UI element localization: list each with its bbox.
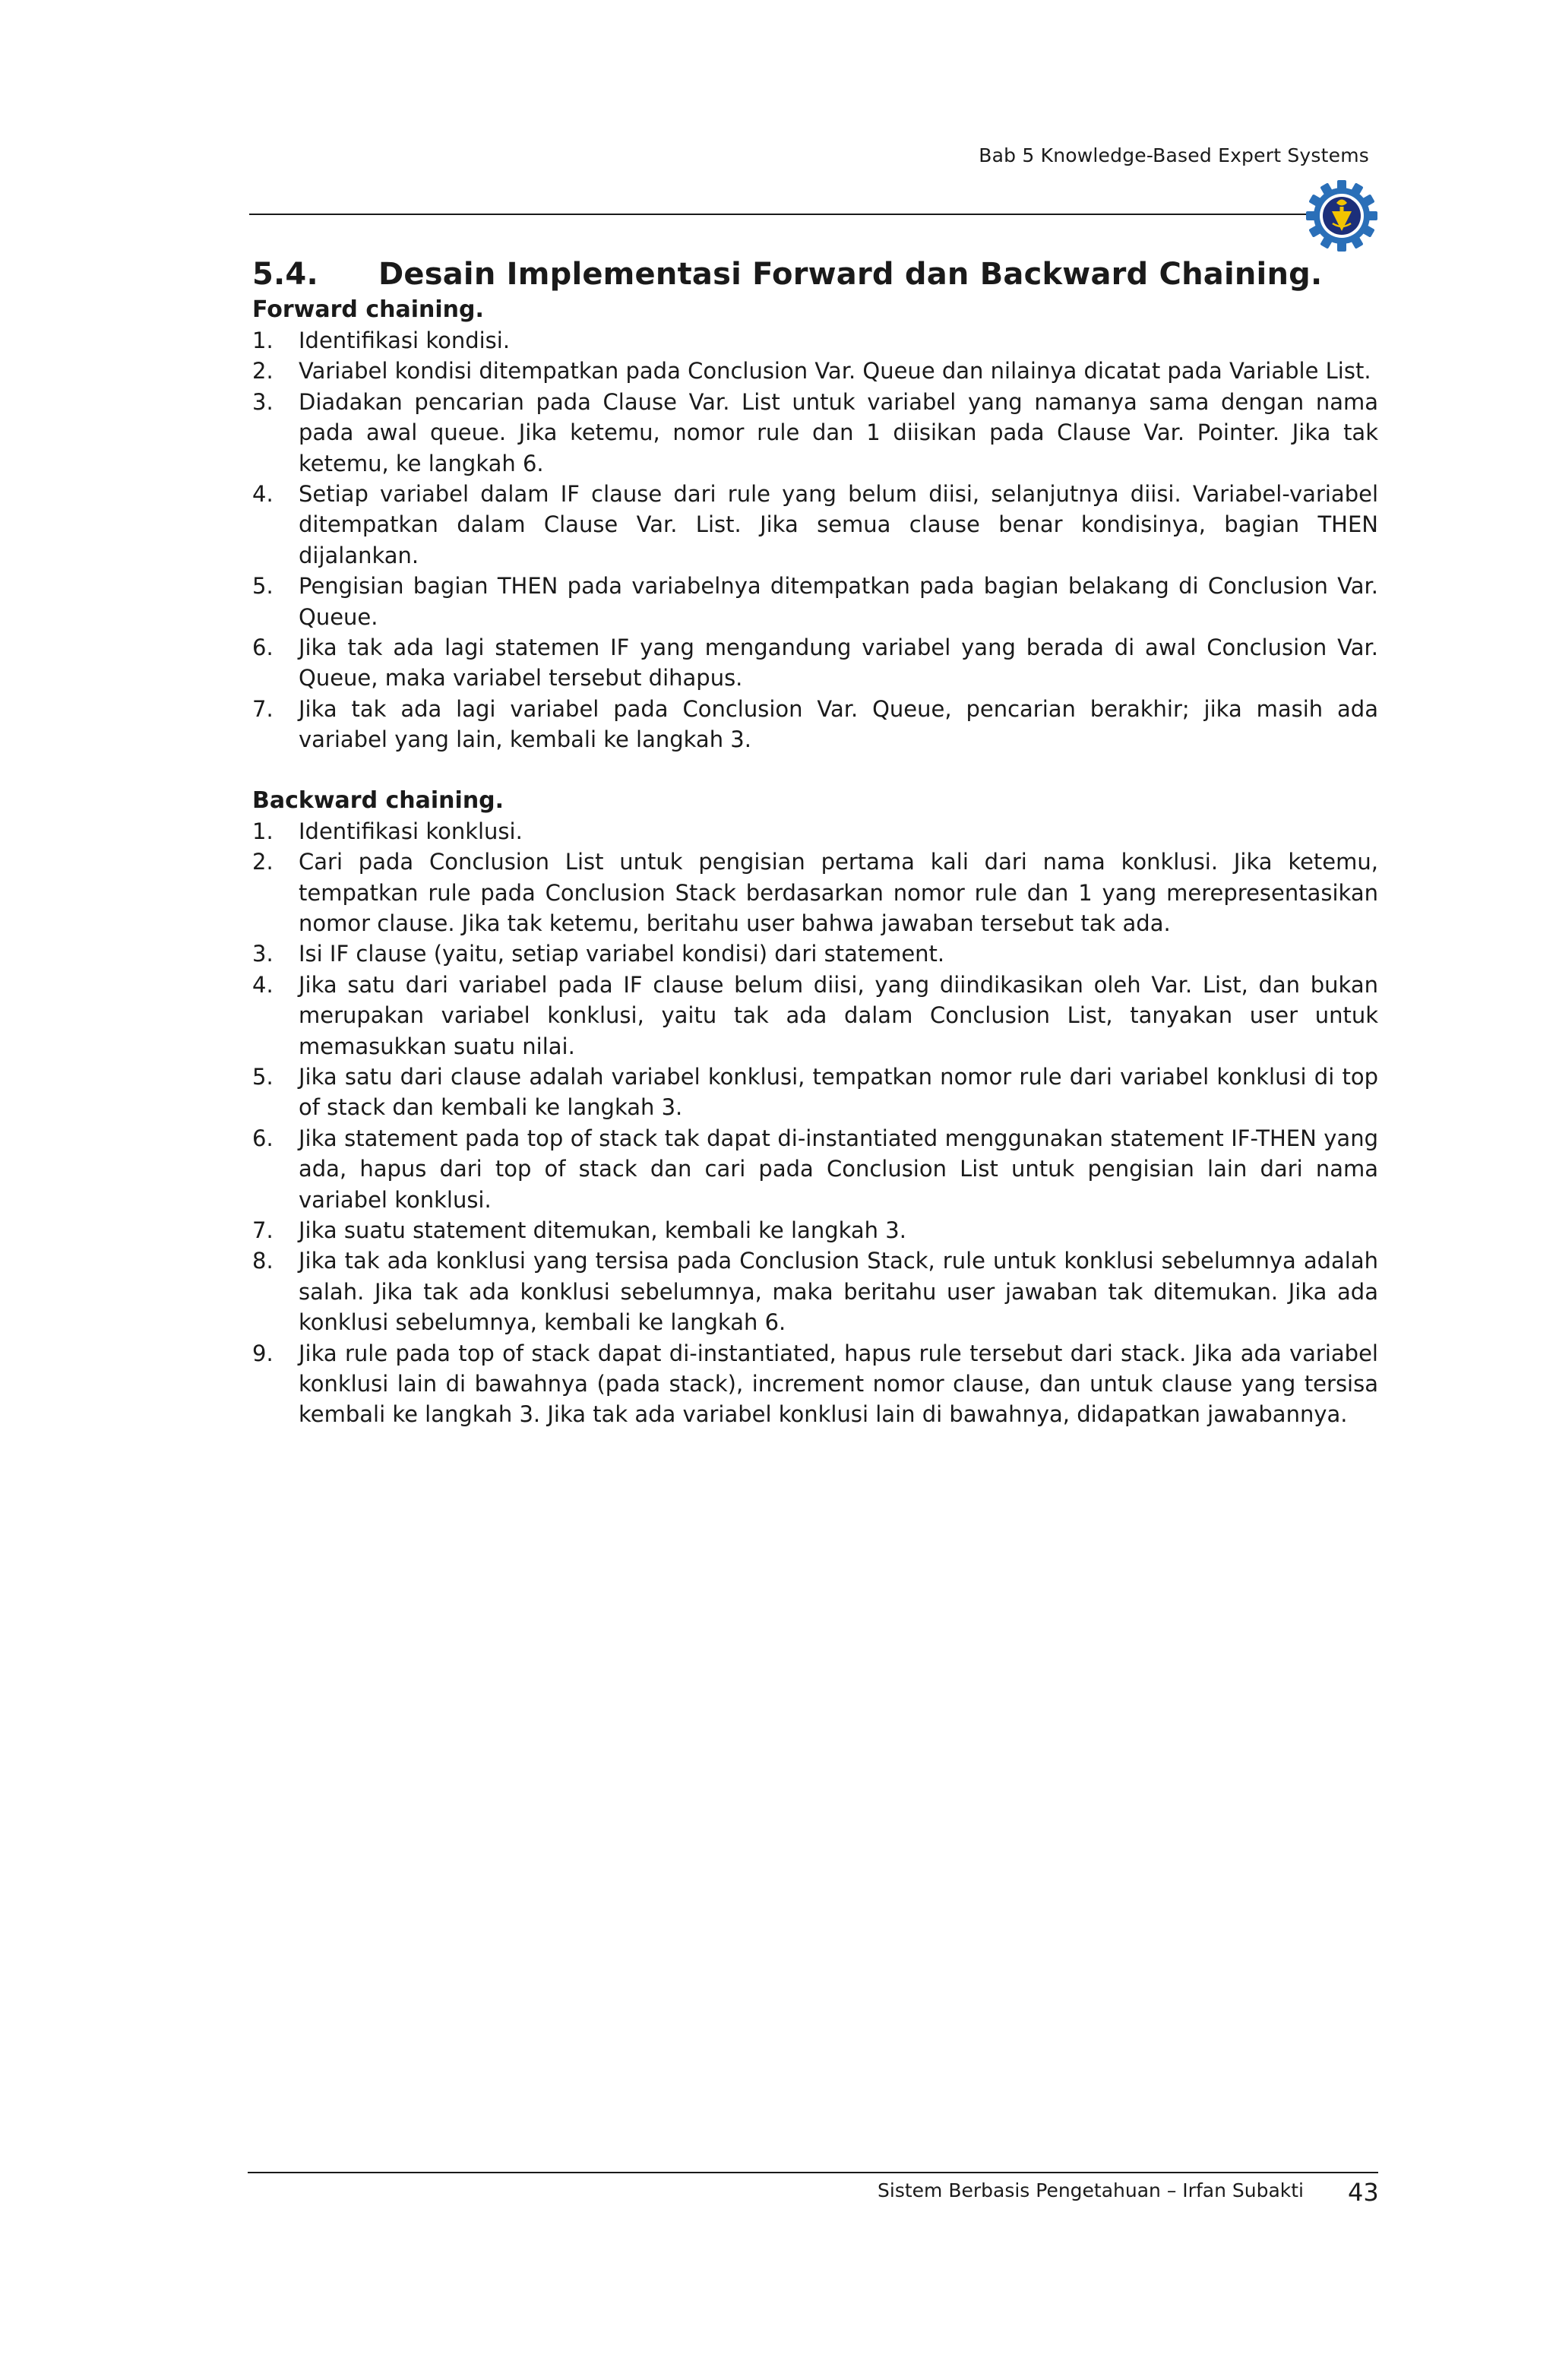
- section-number: 5.4.: [252, 257, 318, 292]
- step-text: Jika tak ada konklusi yang tersisa pada Conclusion Stack, rule untuk konklusi sebelumnya adalah salah. Jika tak ada konklusi sebelumnya, maka beritahu user jawaban tak ditemukan. Jika ada konklusi sebelumnya, kembali ke langkah 6.: [299, 1248, 1378, 1336]
- step-number: 2.: [252, 849, 274, 875]
- step-text: Jika satu dari clause adalah variabel konklusi, tempatkan nomor rule dari variabel konklusi di top of stack dan kembali ke langkah 3.: [299, 1063, 1378, 1121]
- list-item: [252, 325, 1378, 356]
- step-text: Cari pada Conclusion List untuk pengisian pertama kali dari nama konklusi. Jika ketemu, tempatkan rule pada Conclusion Stack berdasarkan nomor rule dan 1 yang merepresentasikan nomor clause. Jika tak ketemu, beritahu user bahwa jawaban tersebut tak ada.: [299, 849, 1378, 936]
- header-divider: [249, 214, 1310, 215]
- university-gear-emblem-icon: [1304, 178, 1380, 254]
- step-text: Setiap variabel dalam IF clause dari rule yang belum diisi, selanjutnya diisi. Variabel-variabel ditempatkan dalam Clause Var. List. Jika semua clause benar kondisinya, bagian THEN dijalankan.: [299, 481, 1378, 568]
- step-number: 5.: [252, 573, 274, 600]
- step-text: Jika satu dari variabel pada IF clause belum diisi, yang diindikasikan oleh Var. List, dan bukan merupakan variabel konklusi, yaitu tak ada dalam Conclusion List, tanyakan user untuk memasukkan suatu nilai.: [299, 971, 1378, 1059]
- list-item: [252, 694, 1378, 755]
- page-number: 43: [1348, 2178, 1379, 2207]
- list-item: [252, 571, 1378, 632]
- step-number: 7.: [252, 1217, 274, 1243]
- step-number: 4.: [252, 481, 274, 508]
- backward-chaining-steps: [252, 816, 1378, 1430]
- step-number: 9.: [252, 1340, 274, 1366]
- step-text: Jika tak ada lagi statemen IF yang mengandung variabel yang berada di awal Conclusion Var. Queue, maka variabel tersebut dihapus.: [299, 635, 1378, 692]
- step-text: Isi IF clause (yaitu, setiap variabel kondisi) dari statement.: [299, 941, 945, 967]
- backward-chaining-heading: Backward chaining.: [252, 786, 504, 814]
- list-item: [252, 632, 1378, 694]
- step-number: 1.: [252, 328, 274, 353]
- list-item: [252, 847, 1378, 938]
- forward-chaining-heading: Forward chaining.: [252, 296, 484, 323]
- section-title: [252, 254, 1378, 295]
- step-number: 3.: [252, 941, 274, 967]
- list-item: [252, 970, 1378, 1062]
- footer-text: Sistem Berbasis Pengetahuan – Irfan Subakti: [878, 2179, 1304, 2201]
- list-item: [252, 479, 1378, 571]
- step-number: 4.: [252, 971, 274, 998]
- step-text: Jika rule pada top of stack dapat di-instantiated, hapus rule tersebut dari stack. Jika ada variabel konklusi lain di bawahnya (pada stack), increment nomor clause, dan untuk clause yang tersisa kembali ke langkah 3. Jika tak ada variabel konklusi lain di bawahnya, didapatkan jawabannya.: [299, 1340, 1378, 1428]
- list-item: [252, 1123, 1378, 1215]
- list-item: [252, 1338, 1378, 1430]
- section-title-text: Desain Implementasi Forward dan Backward Chaining.: [378, 257, 1323, 292]
- step-text: Identifikasi kondisi.: [299, 328, 511, 353]
- list-item: [252, 938, 1378, 969]
- step-number: 8.: [252, 1248, 274, 1274]
- step-number: 1.: [252, 818, 274, 844]
- list-item: [252, 1245, 1378, 1337]
- step-number: 5.: [252, 1063, 274, 1090]
- list-item: [252, 387, 1378, 479]
- step-text: Jika statement pada top of stack tak dapat di-instantiated menggunakan statement IF-THEN yang ada, hapus dari top of stack dan cari pada Conclusion List untuk pengisian lain dari nama variabel konklusi.: [299, 1125, 1378, 1213]
- step-text: Jika suatu statement ditemukan, kembali ke langkah 3.: [299, 1217, 906, 1243]
- step-number: 7.: [252, 695, 274, 722]
- step-text: Identifikasi konklusi.: [299, 818, 523, 844]
- step-text: Diadakan pencarian pada Clause Var. List untuk variabel yang namanya sama dengan nama pada awal queue. Jika ketemu, nomor rule dan 1 diisikan pada Clause Var. Pointer. Jika tak ketemu, ke langkah 6.: [299, 388, 1378, 476]
- forward-chaining-steps: [252, 325, 1378, 755]
- list-item: [252, 816, 1378, 847]
- step-number: 6.: [252, 1125, 274, 1151]
- list-item: [252, 1062, 1378, 1123]
- step-text: Pengisian bagian THEN pada variabelnya ditempatkan pada bagian belakang di Conclusion Var. Queue.: [299, 573, 1378, 630]
- step-number: 3.: [252, 388, 274, 415]
- step-text: Jika tak ada lagi variabel pada Conclusion Var. Queue, pencarian berakhir; jika masih ada variabel yang lain, kembali ke langkah 3.: [299, 695, 1378, 753]
- document-body: [252, 254, 1378, 1430]
- list-item: [252, 1215, 1378, 1245]
- list-item: [252, 356, 1378, 386]
- step-number: 2.: [252, 358, 274, 385]
- step-text: Variabel kondisi ditempatkan pada Conclusion Var. Queue dan nilainya dicatat pada Variable List.: [299, 358, 1371, 385]
- running-header: Bab 5 Knowledge-Based Expert Systems: [979, 144, 1369, 166]
- footer-divider: [248, 2172, 1378, 2173]
- step-number: 6.: [252, 635, 274, 661]
